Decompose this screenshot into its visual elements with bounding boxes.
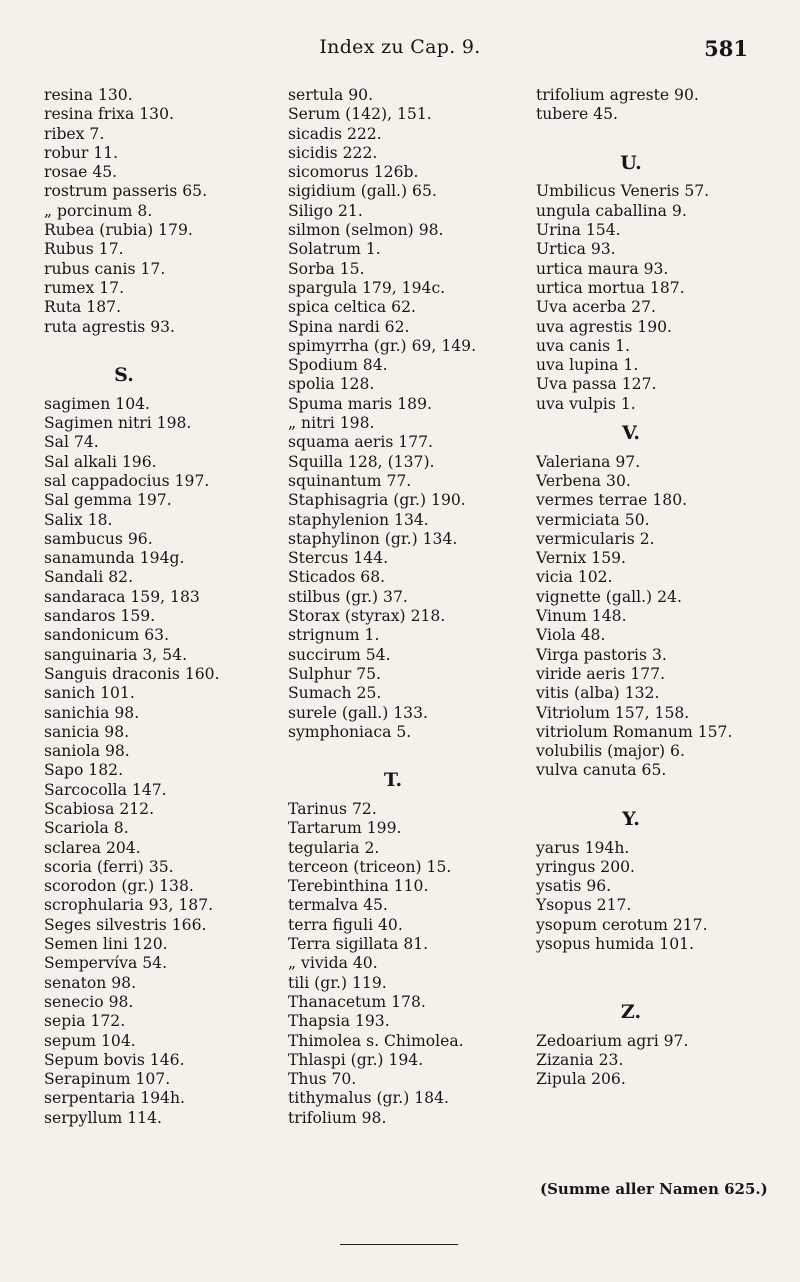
index-entry: Rubea (rubia) 179. xyxy=(44,221,193,240)
index-entry: ruta agrestis 93. xyxy=(44,317,175,336)
index-entry: Sapo 182. xyxy=(44,761,124,780)
index-entry: volubilis (major) 6. xyxy=(536,742,685,761)
index-entry: silmon (selmon) 98. xyxy=(288,221,444,240)
index-entry: Sagimen nitri 198. xyxy=(44,414,192,433)
index-entry: Sanguis draconis 160. xyxy=(44,664,220,683)
index-entry: Scabiosa 212. xyxy=(44,799,155,818)
index-entry: Verbena 30. xyxy=(536,471,631,490)
index-entry: serpyllum 114. xyxy=(44,1108,162,1127)
index-entry: „ nitri 198. xyxy=(288,414,375,433)
page-header xyxy=(0,30,800,70)
spacer xyxy=(536,954,776,973)
index-entry: Zipula 206. xyxy=(536,1070,626,1089)
index-entry: scoria (ferri) 35. xyxy=(44,857,174,876)
index-entry: symphoniaca 5. xyxy=(288,722,412,741)
index-entry: yringus 200. xyxy=(536,857,635,876)
index-entry: sandonicum 63. xyxy=(44,626,170,645)
index-entry: surele (gall.) 133. xyxy=(288,703,428,722)
index-entry: Terra sigillata 81. xyxy=(288,935,429,954)
spacer xyxy=(536,125,776,144)
index-entry: senaton 98. xyxy=(44,973,137,992)
index-entry: sanichia 98. xyxy=(44,703,140,722)
end-rule xyxy=(340,1244,458,1245)
index-entry: trifolium 98. xyxy=(288,1108,387,1127)
index-column-3 xyxy=(536,86,776,1089)
index-entry: urtica mortua 187. xyxy=(536,278,685,297)
section-letter: Z. xyxy=(620,1000,642,1023)
index-entry: uva vulpis 1. xyxy=(536,394,636,413)
index-entry: Sticados 68. xyxy=(288,568,386,587)
index-entry: vulva canuta 65. xyxy=(536,761,667,780)
index-entry: uva canis 1. xyxy=(536,336,631,355)
index-entry: resina frixa 130. xyxy=(44,105,174,124)
index-entry: Tartarum 199. xyxy=(288,819,402,838)
index-entry: Ruta 187. xyxy=(44,298,122,317)
index-entry: Virga pastoris 3. xyxy=(536,645,667,664)
index-entry: sertula 90. xyxy=(288,86,374,104)
index-entry: Ysopus 217. xyxy=(536,896,632,915)
index-entry: vermes terrae 180. xyxy=(536,491,688,510)
section-letter: S. xyxy=(114,364,134,387)
index-entry: Viola 48. xyxy=(536,626,606,645)
index-entry: ysatis 96. xyxy=(536,877,612,896)
index-entry: Thimolea s. Chimolea. xyxy=(288,1031,464,1050)
index-entry: Salix 18. xyxy=(44,510,113,529)
index-entry: Urtica 93. xyxy=(536,240,616,259)
index-entry: spica celtica 62. xyxy=(288,298,416,317)
index-entry: Stercus 144. xyxy=(288,549,389,568)
index-entry: sanich 101. xyxy=(44,684,135,703)
spacer xyxy=(44,337,284,356)
index-entry: Spodium 84. xyxy=(288,356,388,375)
index-column-1 xyxy=(44,86,284,1128)
index-entry: Uva acerba 27. xyxy=(536,298,656,317)
index-entry: „ vivida 40. xyxy=(288,954,378,973)
index-entry: Spuma maris 189. xyxy=(288,394,432,413)
index-entry: staphylinon (gr.) 134. xyxy=(288,529,458,548)
section-letter: V. xyxy=(621,422,641,445)
index-entry: sandaraca 159, 183 xyxy=(44,587,200,606)
index-entry: sepia 172. xyxy=(44,1012,126,1031)
index-entry: ysopum cerotum 217. xyxy=(536,915,708,934)
index-entry: Solatrum 1. xyxy=(288,240,381,259)
index-entry: „ porcinum 8. xyxy=(44,201,153,220)
index-entry: sclarea 204. xyxy=(44,838,141,857)
index-entry: Siligo 21. xyxy=(288,201,363,220)
index-entry: Umbilicus Veneris 57. xyxy=(536,182,710,201)
index-entry: Sempervíva 54. xyxy=(44,954,168,973)
index-entry: Sal gemma 197. xyxy=(44,491,172,510)
index-entry: Vinum 148. xyxy=(536,607,627,626)
index-entry: Valeriana 97. xyxy=(536,452,641,471)
index-entry: Semen lini 120. xyxy=(44,935,168,954)
index-entry: Sorba 15. xyxy=(288,259,365,278)
index-entry: trifolium agreste 90. xyxy=(536,86,699,104)
index-entry: Thus 70. xyxy=(288,1070,357,1089)
index-entry: Serapinum 107. xyxy=(44,1070,171,1089)
index-entry: termalva 45. xyxy=(288,896,388,915)
index-column-2 xyxy=(288,86,528,1128)
index-entry: ysopus humida 101. xyxy=(536,935,695,954)
index-entry: Seges silvestris 166. xyxy=(44,915,207,934)
index-entry: Scariola 8. xyxy=(44,819,129,838)
index-entry: sicidis 222. xyxy=(288,143,378,162)
index-entry: succirum 54. xyxy=(288,645,391,664)
index-entry: spimyrrha (gr.) 69, 149. xyxy=(288,336,477,355)
index-entry: Sulphur 75. xyxy=(288,664,381,683)
page-title: Index zu Cap. 9. xyxy=(319,36,481,58)
index-entry: rostrum passeris 65. xyxy=(44,182,208,201)
index-entry: tubere 45. xyxy=(536,105,618,124)
index-entry: ribex 7. xyxy=(44,124,105,143)
index-entry: sal cappadocius 197. xyxy=(44,471,210,490)
index-entry: Rubus 17. xyxy=(44,240,124,259)
index-entry: sanicia 98. xyxy=(44,722,130,741)
index-entry: Sal 74. xyxy=(44,433,99,452)
index-entry: sigidium (gall.) 65. xyxy=(288,182,437,201)
index-entry: Vitriolum 157, 158. xyxy=(536,703,690,722)
index-entry: rosae 45. xyxy=(44,163,118,182)
index-entry: Urina 154. xyxy=(536,221,621,240)
index-entry: vitis (alba) 132. xyxy=(536,684,660,703)
section-letter: T. xyxy=(383,769,403,792)
index-entry: vignette (gall.) 24. xyxy=(536,587,682,606)
index-entry: sambucus 96. xyxy=(44,529,153,548)
spacer xyxy=(536,974,776,993)
index-entry: sicomorus 126b. xyxy=(288,163,419,182)
index-entry: sandaros 159. xyxy=(44,607,156,626)
index-entry: Uva passa 127. xyxy=(536,375,657,394)
index-entry: Sumach 25. xyxy=(288,684,382,703)
index-entry: urtica maura 93. xyxy=(536,259,669,278)
index-entry: Terebinthina 110. xyxy=(288,877,429,896)
index-entry: Zizania 23. xyxy=(536,1050,624,1069)
index-entry: Staphisagria (gr.) 190. xyxy=(288,491,466,510)
index-entry: uva agrestis 190. xyxy=(536,317,673,336)
index-entry: Thlaspi (gr.) 194. xyxy=(288,1050,424,1069)
index-entry: stilbus (gr.) 37. xyxy=(288,587,408,606)
index-entry: Squilla 128, (137). xyxy=(288,452,435,471)
index-entry: vermiciata 50. xyxy=(536,510,650,529)
index-entry: Sarcocolla 147. xyxy=(44,780,167,799)
index-entry: viride aeris 177. xyxy=(536,664,666,683)
index-entry: strignum 1. xyxy=(288,626,380,645)
index-entry: terra figuli 40. xyxy=(288,915,403,934)
spacer xyxy=(288,742,528,761)
index-entry: ungula caballina 9. xyxy=(536,201,687,220)
page-number: 581 xyxy=(704,36,748,61)
index-entry: Storax (styrax) 218. xyxy=(288,607,446,626)
index-entry: scrophularia 93, 187. xyxy=(44,896,214,915)
index-entry: terceon (triceon) 15. xyxy=(288,857,452,876)
index-entry: sanamunda 194g. xyxy=(44,549,185,568)
index-entry: staphylenion 134. xyxy=(288,510,429,529)
index-entry: senecio 98. xyxy=(44,992,134,1011)
index-entry: Sandali 82. xyxy=(44,568,134,587)
index-entry: Thapsia 193. xyxy=(288,1012,390,1031)
index-entry: Thanacetum 178. xyxy=(288,992,426,1011)
section-letter: U. xyxy=(620,151,642,174)
index-entry: vicia 102. xyxy=(536,568,613,587)
index-entry: resina 130. xyxy=(44,86,133,104)
index-entry: Serum (142), 151. xyxy=(288,105,432,124)
index-entry: sagimen 104. xyxy=(44,394,151,413)
index-entry: rumex 17. xyxy=(44,278,125,297)
index-entry: yarus 194h. xyxy=(536,838,630,857)
index-entry: tili (gr.) 119. xyxy=(288,973,387,992)
index-entry: tegularia 2. xyxy=(288,838,380,857)
index-entry: Vernix 159. xyxy=(536,549,627,568)
index-entry: rubus canis 17. xyxy=(44,259,166,278)
index-entry: uva lupina 1. xyxy=(536,356,639,375)
index-entry: sepum 104. xyxy=(44,1031,136,1050)
index-entry: vitriolum Romanum 157. xyxy=(536,722,733,741)
index-entry: vermicularis 2. xyxy=(536,529,655,548)
index-entry: spolia 128. xyxy=(288,375,375,394)
index-entry: scorodon (gr.) 138. xyxy=(44,877,194,896)
index-entry: Spina nardi 62. xyxy=(288,317,410,336)
index-entry: Zedoarium agri 97. xyxy=(536,1031,689,1050)
index-entry: Tarinus 72. xyxy=(288,799,377,818)
section-letter: Y. xyxy=(622,807,640,830)
index-entry: serpentaria 194h. xyxy=(44,1089,185,1108)
index-entry: saniola 98. xyxy=(44,742,130,761)
index-entry: Sepum bovis 146. xyxy=(44,1050,185,1069)
index-entry: squama aeris 177. xyxy=(288,433,434,452)
index-entry: spargula 179, 194c. xyxy=(288,278,446,297)
index-entry: sanguinaria 3, 54. xyxy=(44,645,188,664)
index-entry: squinantum 77. xyxy=(288,471,412,490)
index-entry: robur 11. xyxy=(44,143,119,162)
total-names: (Summe aller Namen 625.) xyxy=(540,1180,768,1198)
index-entry: Sal alkali 196. xyxy=(44,452,157,471)
spacer xyxy=(536,781,776,800)
index-entry: tithymalus (gr.) 184. xyxy=(288,1089,449,1108)
index-entry: sicadis 222. xyxy=(288,124,382,143)
